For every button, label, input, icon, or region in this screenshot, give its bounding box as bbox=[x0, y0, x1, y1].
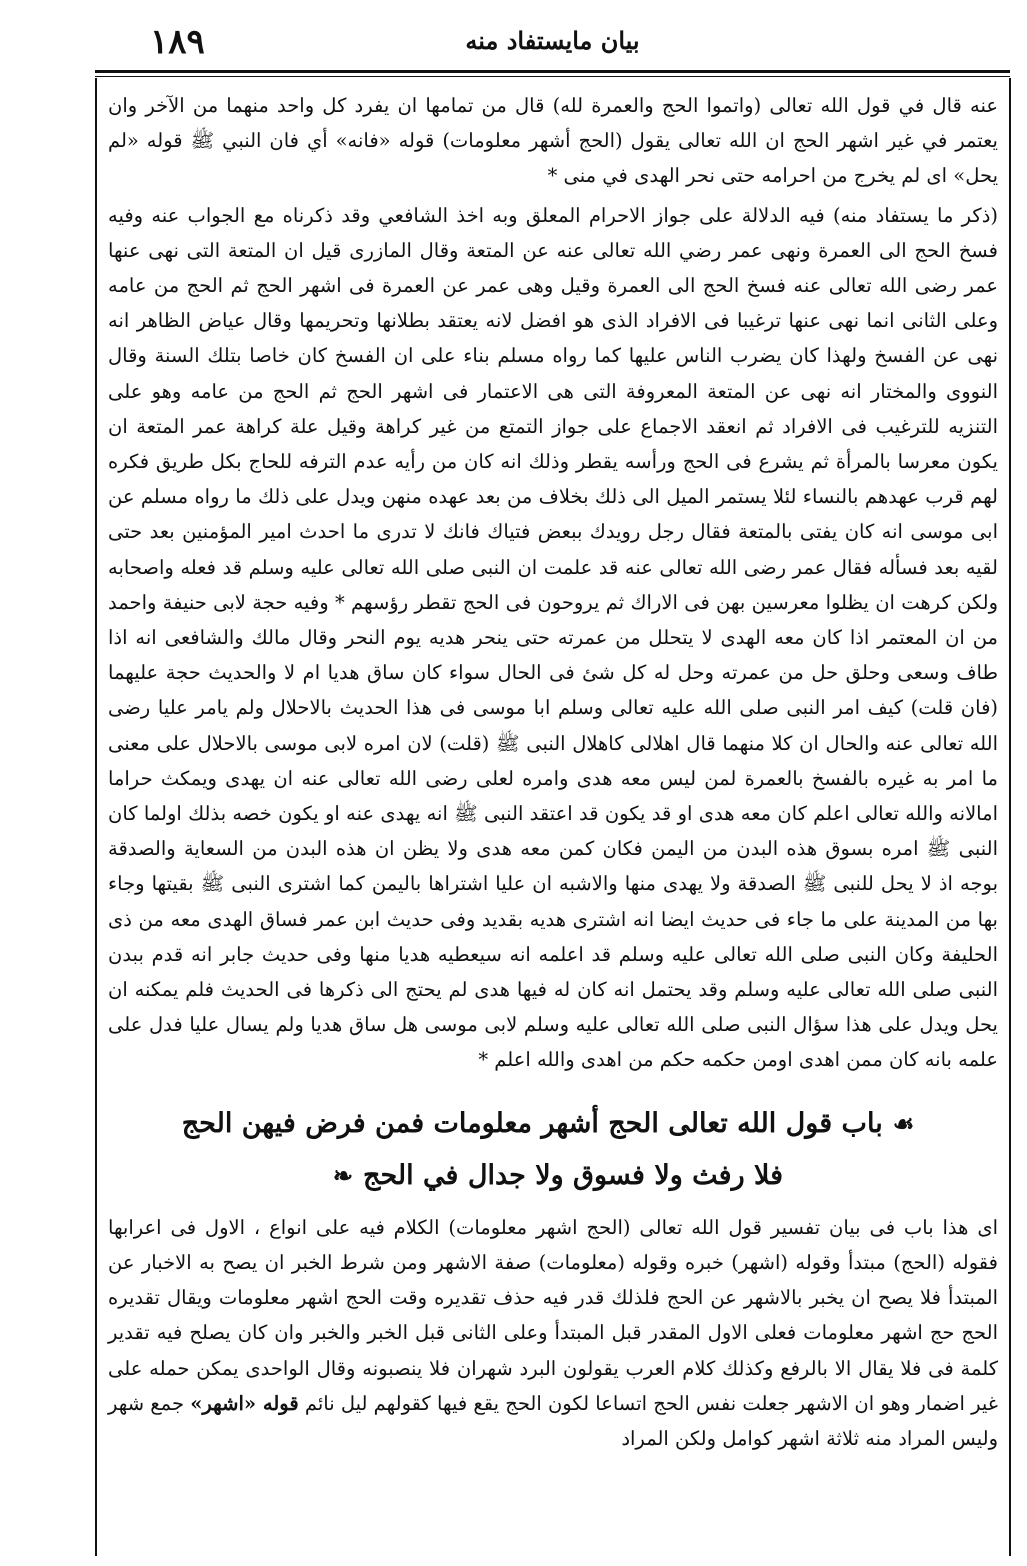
running-title: بيان مايستفاد منه bbox=[465, 26, 640, 55]
text-body bbox=[108, 88, 998, 1548]
page-number: ١٨٩ bbox=[150, 22, 205, 62]
chapter-heading-line-1 bbox=[108, 1098, 998, 1150]
header-rule-thick bbox=[95, 70, 1010, 73]
lemma-text: جمع شهر وليس المراد منه ثلاثة اشهر كوامل ولكن المراد bbox=[108, 1391, 998, 1450]
commentary-paragraph bbox=[108, 1210, 998, 1456]
benefits-paragraph: (ذكر ما يستفاد منه) فيه الدلالة على جواز الاحرام المعلق وبه اخذ الشافعي وقد ذكرناه مع الجواب عنه وفيه فسخ الحج الى العمرة ونهى عمر رضي الله تعالى عنه عن المتعة وقال المازرى قيل ان المتعة التى نهى عنها عمر رضى الله تعالى عنه فسخ الحج الى العمرة وقيل وهى عمر عن العمرة فى اشهر الحج ثم الحج من عامه وعلى الثانى انما نهى عنها ترغيبا فى الافراد الذى هو افضل لانه يعتقد بطلانها وتحريمها وقال عياض الظاهر انه نهى عن الفسخ ولهذا كان يضرب الناس عليها كما رواه مسلم بناء على ان الفسخ كان خاصا بتلك السنة وقال النووى والمختار انه نهى عن المتعة المعروفة التى هى الاعتمار فى اشهر الحج ثم الحج من عامه وهو على التنزيه للترغيب فى الافراد ثم انعقد الاجماع على جواز التمتع من غير كراهة وقيل علة كراهة عمر المتعة ان يكون معرسا بالمرأة ثم يشرع فى الحج ورأسه يقطر وذلك انه كان من رأيه عدم الترفه للحاج بكل طريق فكره لهم قرب عهدهم بالنساء لئلا يستمر الميل الى ذلك بخلاف من بعد عهده منهن ويدل على ذلك ما رواه مسلم عن ابى موسى انه كان يفتى بالمتعة فقال رجل رويدك ببعض فتياك فانك لا تدرى ما احدث امير المؤمنين بعد حتى لقيه بعد فسأله فقال عمر رضى الله تعالى عنه قد علمت ان النبى صلى الله تعالى عليه وسلم قد فعله واصحابه ولكن كرهت ان يظلوا معرسين بهن فى الاراك ثم يروحون فى الحج تقطر رؤسهم * وفيه حجة لابى حنيفة واحمد من ان المعتمر اذا كان معه الهدى لا يتحلل من عمرته حتى ينحر هديه يوم النحر وقال مالك والشافعى انه اذا طاف وسعى وحلق حل من عمرته وحل له كل شئ فى الحال سواء كان ساق هديا ام لا والحديث حجة عليهما (فان قلت) كيف امر النبى صلى الله عليه تعالى وسلم ابا موسى فى هذا الحديث بالاحلال ولم يامر عليا رضى الله تعالى عنه والحال ان كلا منهما قال اهلالى كاهلال النبى ﷺ (قلت) لان امره لابى موسى بالاحلال على معنى ما امر به غيره بالفسخ بالعمرة لمن ليس معه هدى وامره لعلى رضى الله تعالى عنه ان يهدى ويمكث حراما امالانه والله تعالى اعلم كان معه هدى او قد يكون قد اعتقد النبى ﷺ انه يهدى عنه او يكون خصه بذلك اولما كان النبى ﷺ امره بسوق هذه البدن من اليمن فكان كمن معه هدى ولا يظن ان هذه البدن من السعاية والصدقة بوجه اذ لا يحل للنبى ﷺ الصدقة ولا يهدى منها والاشبه ان عليا اشتراها باليمن كما اشترى النبى ﷺ بقيتها وجاء بها من المدينة على ما جاء فى حديث ايضا انه اشترى هديه بقديد وفى حديث ابن عمر فساق الهدى معه من ذى الحليفة وكان النبى صلى الله تعالى عليه وسلم قد اعلمه انه سيعطيه هديا منها وفى حديث جابر انه قدم ببدن النبى صلى الله تعالى عليه وسلم وقد يحتمل انه كان له فيها هدى لم يحتج الى ذكرها فى الحديث فلم يمكنه ان يحل ويدل على هذا سؤال النبى صلى الله تعالى عليه وسلم لابى موسى هل ساق هديا ولم يسال عليا فدل على علمه بانه كان ممن اهدى اومن حكمه حكم من اهدى والله اعلم * bbox=[108, 203, 998, 1072]
chapter-title-part-1: باب قول الله تعالى الحج أشهر معلومات فمن فرض فيهن الحج bbox=[181, 1107, 883, 1139]
chapter-heading-line-2 bbox=[108, 1150, 998, 1202]
header-rule-thin bbox=[95, 76, 1010, 77]
ornament-left-icon: ❧ bbox=[332, 1160, 354, 1190]
intro-paragraph: عنه قال في قول الله تعالى (واتموا الحج والعمرة لله) قال من تمامها ان يفرد كل واحد منهما من الآخر وان يعتمر في غير اشهر الحج ان الله تعالى يقول (الحج أشهر معلومات) قوله «فانه» أي فان النبي ﷺ قوله «لم يحل» اى لم يخرج من احرامه حتى نحر الهدى في منى * bbox=[108, 94, 998, 188]
commentary-text: اى هذا باب فى بيان تفسير قول الله تعالى (الحج اشهر معلومات) الكلام فيه على انواع ، الاول فى اعرابها فقوله (الحج) مبتدأ وقوله (اشهر) خبره وقوله (معلومات) صفة الاشهر ومن شرط الخبر ان يصح به الاخبار عن المبتدأ فلا يصح ان يخبر بالاشهر عن الحج فلذلك قدر فيه حذف تقديره وقت الحج اشهر معلومات ويقال تقديره الحج حج اشهر معلومات فعلى الاول المقدر قبل المبتدأ وعلى الثانى قبل الخبر والخبر وان كان يصلح فيه تقدير كلمة فى فلا يقال الا بالرفع وكذلك كلام العرب يقولون البرد شهران فلا ينصبونه وقال الواحدى يمكن حمله على غير اضمار وهو ان الاشهر جعلت نفس الحج اتساعا لكون الحج يقع فيها كقولهم ليل نائم bbox=[108, 1215, 999, 1415]
chapter-title-part-2: فلا رفث ولا فسوق ولا جدال في الحج bbox=[363, 1159, 784, 1191]
page-header bbox=[95, 22, 1010, 68]
chapter-heading bbox=[108, 1098, 998, 1202]
ornament-right-icon: ☙ bbox=[892, 1108, 915, 1138]
lemma-label: قوله «اشهر» bbox=[190, 1391, 299, 1415]
